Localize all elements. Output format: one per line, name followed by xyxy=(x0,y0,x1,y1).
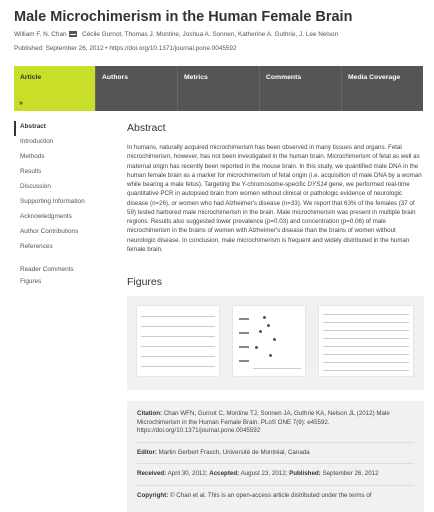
divider xyxy=(137,442,414,443)
figure-thumbnail-2[interactable] xyxy=(233,306,305,376)
citation-label: Citation: xyxy=(137,410,163,417)
editor-block xyxy=(137,449,424,458)
tab-label: Comments xyxy=(266,74,302,81)
abstract-gene-name: DYS14 xyxy=(307,181,328,188)
abstract-heading: Abstract xyxy=(127,122,166,134)
received-label: Received: xyxy=(137,470,167,477)
tab-comments[interactable] xyxy=(259,66,341,111)
divider xyxy=(137,485,414,486)
tab-authors[interactable] xyxy=(95,66,177,111)
published-label: Published: xyxy=(289,470,321,477)
published-date: Published: September 26, 2012 • xyxy=(14,45,108,52)
figure-carousel xyxy=(127,296,424,390)
sidebar-item-supporting-information[interactable]: Supporting Information xyxy=(20,198,85,205)
editor-text: Martin Gerbert Frasch, Université de Montréal, Canada xyxy=(158,448,310,456)
abstract-body xyxy=(127,143,424,254)
tab-metrics[interactable] xyxy=(177,66,259,111)
tab-article[interactable] xyxy=(14,66,95,111)
abstract-text-part1: In humans, naturally acquired microchimerism has been observed in many tissues and organs. Fetal microchimerism, however, has not been investigated in the human brain. Microchimerism of fetal as well as maternal origin has recently been reported in the mouse brain. In this study, we quantified male DNA in the human female brain as a marker for microchimerism of fetal origin (i.e. acquisition of male DNA by a woman while bearing a male fetus). Targeting the Y-chromosome-specific xyxy=(127,144,422,188)
copyright-label: Copyright: xyxy=(137,491,169,499)
publication-line xyxy=(14,45,424,52)
article-tabs xyxy=(14,66,423,111)
divider xyxy=(137,463,414,464)
sidebar-item-author-contributions[interactable]: Author Contributions xyxy=(20,228,79,235)
author-links[interactable]: Cécile Gurnot, Thomas J. Montine, Joshua A. Sonnen, Katherine A. Guthrie, J. Lee Nelson xyxy=(82,31,339,38)
author-list xyxy=(14,31,424,38)
sidebar-item-abstract[interactable]: Abstract xyxy=(14,121,114,136)
citation-text: Chan WFN, Gurnot C, Montine TJ, Sonnen JA, Guthrie KA, Nelson JL (2012) Male Microchimerism in the Human Female Brain. PLoS ONE 7(9): e45592. https://doi.org/10.1371/journal.pone.0045592 xyxy=(137,410,390,434)
editor-label: Editor: xyxy=(137,448,157,456)
accepted-label: Accepted: xyxy=(209,470,240,477)
sidebar-item-discussion[interactable]: Discussion xyxy=(20,183,51,190)
section-nav xyxy=(14,121,114,288)
tab-media-coverage[interactable] xyxy=(341,66,423,111)
figure-thumbnail-3[interactable] xyxy=(319,306,413,376)
copyright-block xyxy=(137,492,424,501)
doi-link[interactable]: https://doi.org/10.1371/journal.pone.0045592 xyxy=(109,45,237,52)
sidebar-item-introduction[interactable]: Introduction xyxy=(20,138,54,145)
sidebar-divider xyxy=(14,256,114,264)
sidebar-item-figures[interactable]: Figures xyxy=(20,278,42,285)
chevron-down-icon: » xyxy=(19,100,23,107)
tab-label: Authors xyxy=(102,74,129,81)
dates-block xyxy=(137,470,424,479)
copyright-text: © Chan et al. This is an open-access article distributed under the terms of xyxy=(170,491,372,499)
sidebar-item-acknowledgments[interactable]: Acknowledgments xyxy=(20,213,72,220)
tab-label: Metrics xyxy=(184,74,208,81)
article-info-box xyxy=(127,401,424,512)
published-date-meta: September 26, 2012 xyxy=(322,470,379,477)
sidebar-item-methods[interactable]: Methods xyxy=(20,153,45,160)
tab-label: Article xyxy=(20,74,42,81)
author-link[interactable]: William F. N. Chan xyxy=(14,31,67,38)
received-date: April 30, 2012; xyxy=(167,470,208,477)
sidebar-item-reader-comments[interactable]: Reader Comments xyxy=(20,266,74,273)
accepted-date: August 23, 2012; xyxy=(240,470,288,477)
article-title: Male Microchimerism in the Human Female Brain xyxy=(14,9,353,25)
sidebar-item-references[interactable]: References xyxy=(20,243,53,250)
citation-block xyxy=(137,410,424,436)
sidebar-item-results[interactable]: Results xyxy=(20,168,42,175)
abstract-text-part2: gene, we performed real-time quantitative PCR in autopsied brain from women without clinical or pathologic evidence of neurologic disease (n=26), or women who had Alzheimer's disease (n=33). We report that 63% of the females (37 of 59) tested harbored male microchimerism in the brain. Male microchimerism was present in multiple brain regions. Results also suggested lower prevalence (p=0.03) and concentration (p=0.06) of male microchimerism in the brains of women with Alzheimer's disease than the brains of women without neurologic disease. In conclusion, male microchimerism is frequent and widely distributed in the human female brain. xyxy=(127,181,416,253)
figure-thumbnail-1[interactable] xyxy=(137,306,219,376)
figures-heading: Figures xyxy=(127,276,163,288)
email-icon[interactable] xyxy=(69,31,77,37)
tab-label: Media Coverage xyxy=(348,74,401,81)
